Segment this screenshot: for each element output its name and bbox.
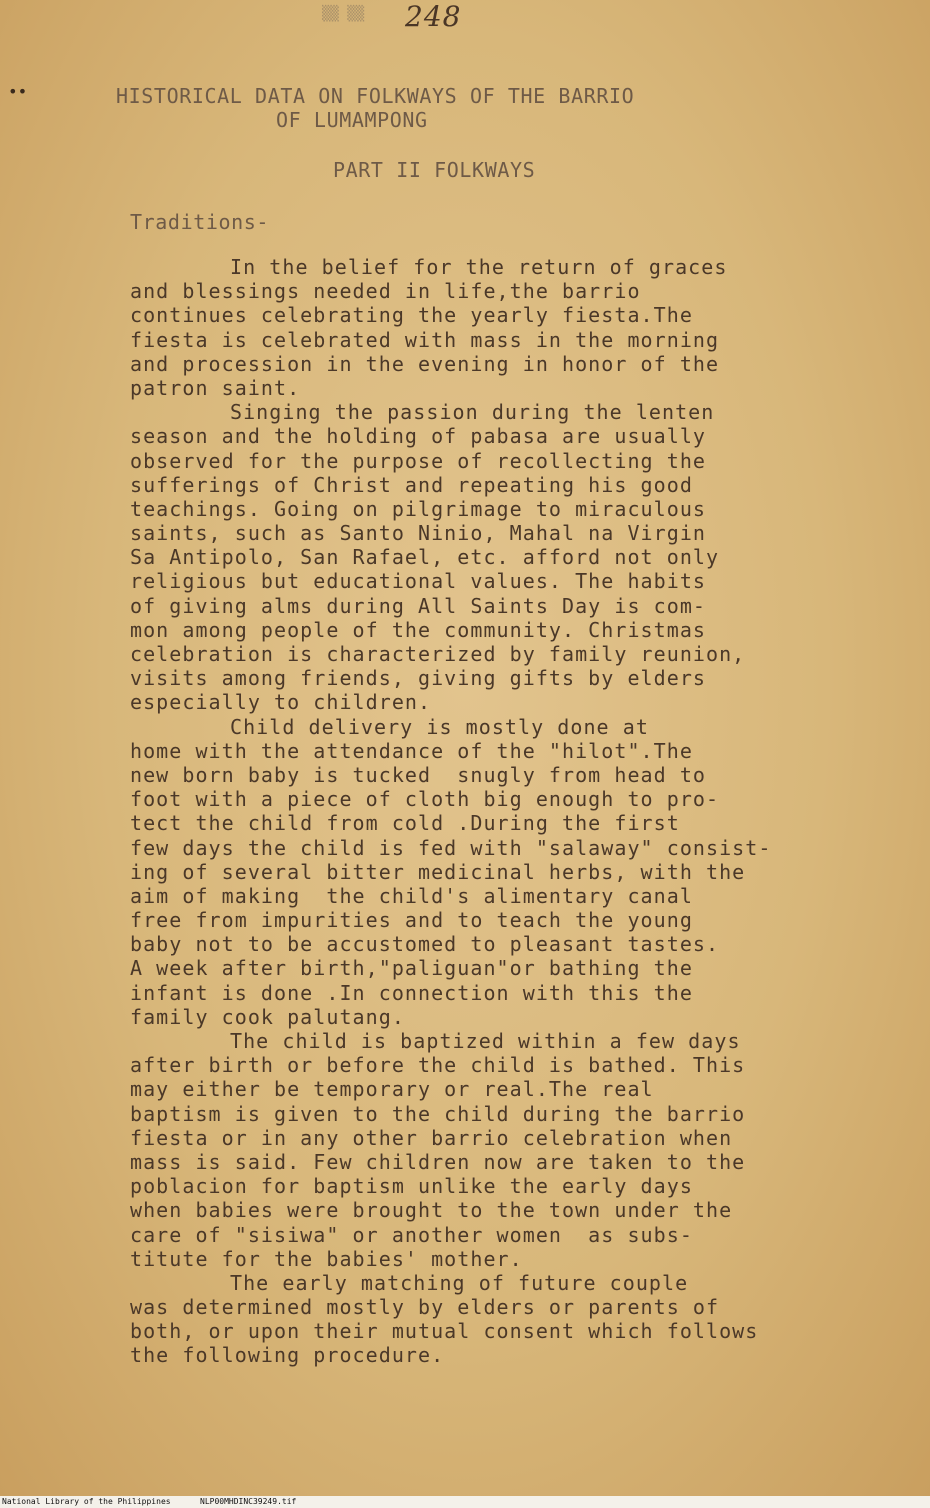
text-line: and blessings needed in life,the barrio [130,279,641,304]
text-line: A week after birth,"paliguan"or bathing the [130,956,693,981]
text-line: care of "sisiwa" or another women as subs- [130,1222,693,1247]
text-line: both, or upon their mutual consent which follows [130,1319,759,1344]
footer-institution: National Library of the Philippines [2,1497,171,1506]
text-line: season and the holding of pabasa are usually [130,424,707,449]
text-line: The early matching of future couple [230,1270,689,1295]
text-line: family cook palutang. [130,1004,405,1029]
footer-file-id: NLP00MHDINC39249.tif [200,1497,297,1506]
text-line: In the belief for the return of graces [230,255,728,279]
document-title-line-1: HISTORICAL DATA ON FOLKWAYS OF THE BARRIO [116,84,635,108]
text-line: The child is baptized within a few days [230,1029,741,1053]
text-line: infant is done .In connection with this the [130,980,693,1005]
page-number: 248 [405,0,462,33]
text-line: few days the child is fed with "salaway" consist- [130,835,772,860]
text-line: fiesta is celebrated with mass in the morning [130,327,720,352]
text-line: poblacion for baptism unlike the early days [130,1174,693,1199]
margin-dots-mark: •• [8,82,28,101]
document-title-line-2: OF LUMAMPONG [276,108,428,132]
text-line: aim of making the child's alimentary canal [130,883,693,908]
text-line: Sa Antipolo, San Rafael, etc. afford not only [130,545,720,570]
faded-stamp-mark: ▒▒ ▒▒ [322,6,365,22]
text-line: saints, such as Santo Ninio, Mahal na Virgin [130,521,707,546]
text-line: baptism is given to the child during the barrio [130,1101,746,1126]
text-line: foot with a piece of cloth big enough to pro- [130,787,720,812]
text-line: when babies were brought to the town under the [130,1198,733,1223]
text-line: tect the child from cold .During the first [130,811,680,836]
text-line: Child delivery is mostly done at [230,714,649,739]
text-line: after birth or before the child is bathed. This [130,1053,746,1078]
text-line: sufferings of Christ and repeating his good [130,472,693,497]
section-heading: Traditions- [130,210,270,234]
text-line: observed for the purpose of recollecting the [130,448,707,473]
text-line: was determined mostly by elders or parents of [130,1295,720,1320]
text-line: teachings. Going on pilgrimage to miraculous [130,496,707,521]
text-line: baby not to be accustomed to pleasant tastes. [130,932,720,957]
text-line: ing of several bitter medicinal herbs, with the [130,859,746,884]
text-line: patron saint. [130,375,301,400]
text-line: fiesta or in any other barrio celebration when [130,1125,733,1150]
document-body [130,255,850,1368]
text-line: continues celebrating the yearly fiesta.The [130,303,693,328]
text-line: titute for the babies' mother. [130,1246,523,1271]
text-line: new born baby is tucked snugly from head to [130,762,707,787]
part-heading: PART II FOLKWAYS [333,158,536,182]
scan-footer [0,1496,930,1508]
text-line: celebration is characterized by family reunion, [130,642,746,666]
text-line: mass is said. Few children now are taken to the [130,1149,746,1174]
text-line: the following procedure. [130,1343,445,1368]
text-line: religious but educational values. The habits [130,569,707,594]
text-line: free from impurities and to teach the young [130,908,693,933]
text-line: and procession in the evening in honor of the [130,351,720,376]
text-line: home with the attendance of the "hilot".The [130,738,693,763]
text-line: of giving alms during All Saints Day is com- [130,593,707,618]
text-line: visits among friends, giving gifts by elders [130,666,707,691]
text-line: Singing the passion during the lenten [230,400,715,425]
text-line: may either be temporary or real.The real [130,1077,654,1102]
text-line: especially to children. [130,690,432,715]
text-line: mon among people of the community. Christmas [130,617,707,642]
